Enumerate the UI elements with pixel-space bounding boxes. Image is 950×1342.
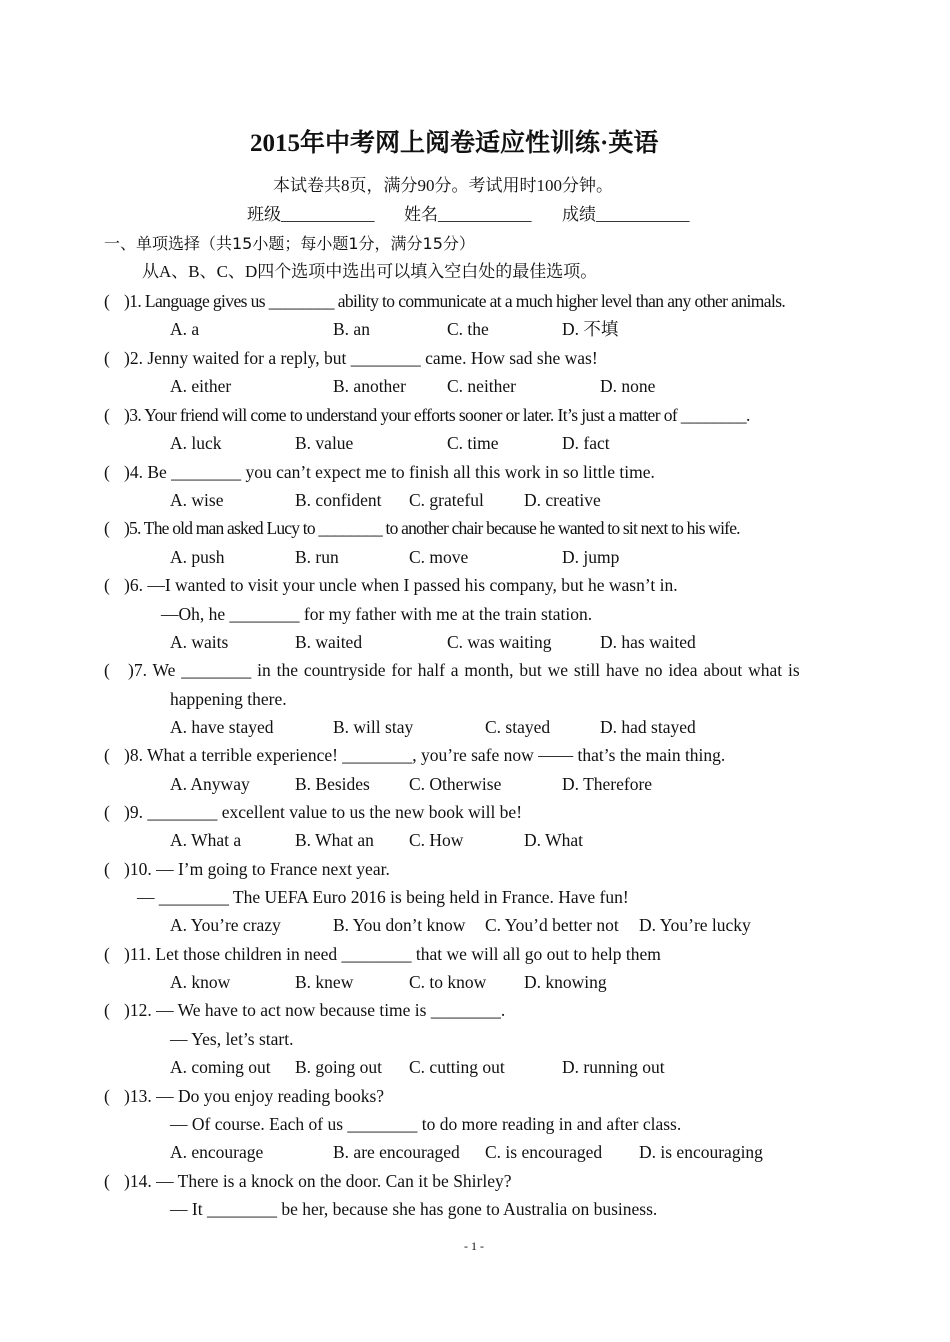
option-d: D. running out xyxy=(562,1057,665,1077)
option-a: A. What a xyxy=(170,830,242,850)
option-a: A. wise xyxy=(170,490,224,510)
option-c: C. time xyxy=(447,433,499,453)
option-b: B. What an xyxy=(295,830,374,850)
option-d: D. had stayed xyxy=(600,717,696,737)
option-c: C. stayed xyxy=(485,717,551,737)
section-instruction: 从A、B、C、D四个选项中选出可以填入空白处的最佳选项。 xyxy=(142,262,598,281)
answer-paren: ( xyxy=(104,660,110,680)
answer-paren: ( xyxy=(104,1171,110,1191)
option-c: C. How xyxy=(409,830,464,850)
option-d: D. knowing xyxy=(524,972,607,992)
question-stem: )10. — I’m going to France next year. xyxy=(124,859,390,879)
question-stem: )12. — We have to act now because time is ________. xyxy=(124,1000,506,1020)
exam-info: 本试卷共8页，满分90分。考试用时100分钟。 xyxy=(273,176,613,195)
option-c: C. grateful xyxy=(409,490,484,510)
option-c: C. is encouraged xyxy=(485,1142,603,1162)
question-stem: )7. We ________ in the countryside for half a month, but we still have no idea about what is xyxy=(128,660,800,680)
answer-paren: ( xyxy=(104,1086,110,1106)
option-c: C. to know xyxy=(409,972,487,992)
question-line2: — Of course. Each of us ________ to do more reading in and after class. xyxy=(170,1114,682,1134)
option-a: A. Anyway xyxy=(170,774,250,794)
section-heading: 一、单项选择（共15小题；每小题1分，满分15分） xyxy=(104,234,475,253)
option-a: A. encourage xyxy=(170,1142,264,1162)
option-a: A. waits xyxy=(170,632,229,652)
question-line2: happening there. xyxy=(170,689,287,709)
option-a: A. You’re crazy xyxy=(170,915,281,935)
answer-paren: ( xyxy=(104,944,110,964)
question-stem: )13. — Do you enjoy reading books? xyxy=(124,1086,385,1106)
answer-paren: ( xyxy=(104,745,110,765)
question-line2: — ________ The UEFA Euro 2016 is being held in France. Have fun! xyxy=(137,887,629,907)
option-d: D. You’re lucky xyxy=(639,915,751,935)
question-line2: — Yes, let’s start. xyxy=(170,1029,294,1049)
question-stem: )3. Your friend will come to understand your efforts sooner or later. It’s just a matter of ________. xyxy=(124,405,750,425)
option-a: A. a xyxy=(170,319,200,339)
question-stem: )1. Language gives us ________ ability to communicate at a much higher level than any other animals. xyxy=(124,291,786,311)
option-b: B. another xyxy=(333,376,406,396)
option-b: B. run xyxy=(295,547,339,567)
option-a: A. have stayed xyxy=(170,717,274,737)
page-title: 2015年中考网上阅卷适应性训练·英语 xyxy=(250,130,659,157)
class-field: 班级___________ xyxy=(247,205,375,224)
question-line2: —Oh, he ________ for my father with me at the train station. xyxy=(161,604,593,624)
score-field: 成绩___________ xyxy=(562,205,690,224)
option-b: B. Besides xyxy=(295,774,370,794)
answer-paren: ( xyxy=(104,859,110,879)
option-b: B. value xyxy=(295,433,354,453)
option-c: C. cutting out xyxy=(409,1057,505,1077)
option-b: B. are encouraged xyxy=(333,1142,460,1162)
option-d: D. Therefore xyxy=(562,774,653,794)
question-stem: )6. —I wanted to visit your uncle when I passed his company, but he wasn’t in. xyxy=(124,575,678,595)
option-a: A. push xyxy=(170,547,225,567)
question-line2: — It ________ be her, because she has gone to Australia on business. xyxy=(170,1199,658,1219)
answer-paren: ( xyxy=(104,348,110,368)
question-stem: )9. ________ excellent value to us the new book will be! xyxy=(124,802,523,822)
option-b: B. waited xyxy=(295,632,363,652)
question-stem: )14. — There is a knock on the door. Can it be Shirley? xyxy=(124,1171,512,1191)
option-c: C. the xyxy=(447,319,489,339)
option-b: B. confident xyxy=(295,490,382,510)
question-stem: )5. The old man asked Lucy to ________ to another chair because he wanted to sit next to his wife. xyxy=(124,518,740,538)
option-b: B. going out xyxy=(295,1057,383,1077)
question-stem: )2. Jenny waited for a reply, but ________ came. How sad she was! xyxy=(124,348,598,368)
answer-paren: ( xyxy=(104,575,110,595)
answer-paren: ( xyxy=(104,802,110,822)
option-b: B. will stay xyxy=(333,717,414,737)
option-b: B. an xyxy=(333,319,370,339)
option-d: D. is encouraging xyxy=(639,1142,763,1162)
option-c: C. You’d better not xyxy=(485,915,619,935)
option-c: C. move xyxy=(409,547,469,567)
question-stem: )11. Let those children in need ________ that we will all go out to help them xyxy=(124,944,661,964)
question-stem: )4. Be ________ you can’t expect me to finish all this work in so little time. xyxy=(124,462,655,482)
question-stem: )8. What a terrible experience! ________, you’re safe now —— that’s the main thing. xyxy=(124,745,726,765)
option-c: C. was waiting xyxy=(447,632,552,652)
option-c: C. Otherwise xyxy=(409,774,502,794)
option-d: D. fact xyxy=(562,433,610,453)
option-b: B. knew xyxy=(295,972,354,992)
option-d: D. jump xyxy=(562,547,620,567)
option-b: B. You don’t know xyxy=(333,915,466,935)
name-field: 姓名___________ xyxy=(404,205,532,224)
option-d: D. has waited xyxy=(600,632,696,652)
option-a: A. know xyxy=(170,972,231,992)
answer-paren: ( xyxy=(104,405,110,425)
page-number: - 1 - xyxy=(464,1239,484,1253)
option-d: D. What xyxy=(524,830,583,850)
option-a: A. luck xyxy=(170,433,222,453)
option-d: D. creative xyxy=(524,490,601,510)
answer-paren: ( xyxy=(104,518,110,538)
option-c: C. neither xyxy=(447,376,517,396)
answer-paren: ( xyxy=(104,291,110,311)
option-a: A. either xyxy=(170,376,232,396)
answer-paren: ( xyxy=(104,1000,110,1020)
option-d: D. 不填 xyxy=(562,319,619,339)
option-d: D. none xyxy=(600,376,656,396)
answer-paren: ( xyxy=(104,462,110,482)
option-a: A. coming out xyxy=(170,1057,271,1077)
